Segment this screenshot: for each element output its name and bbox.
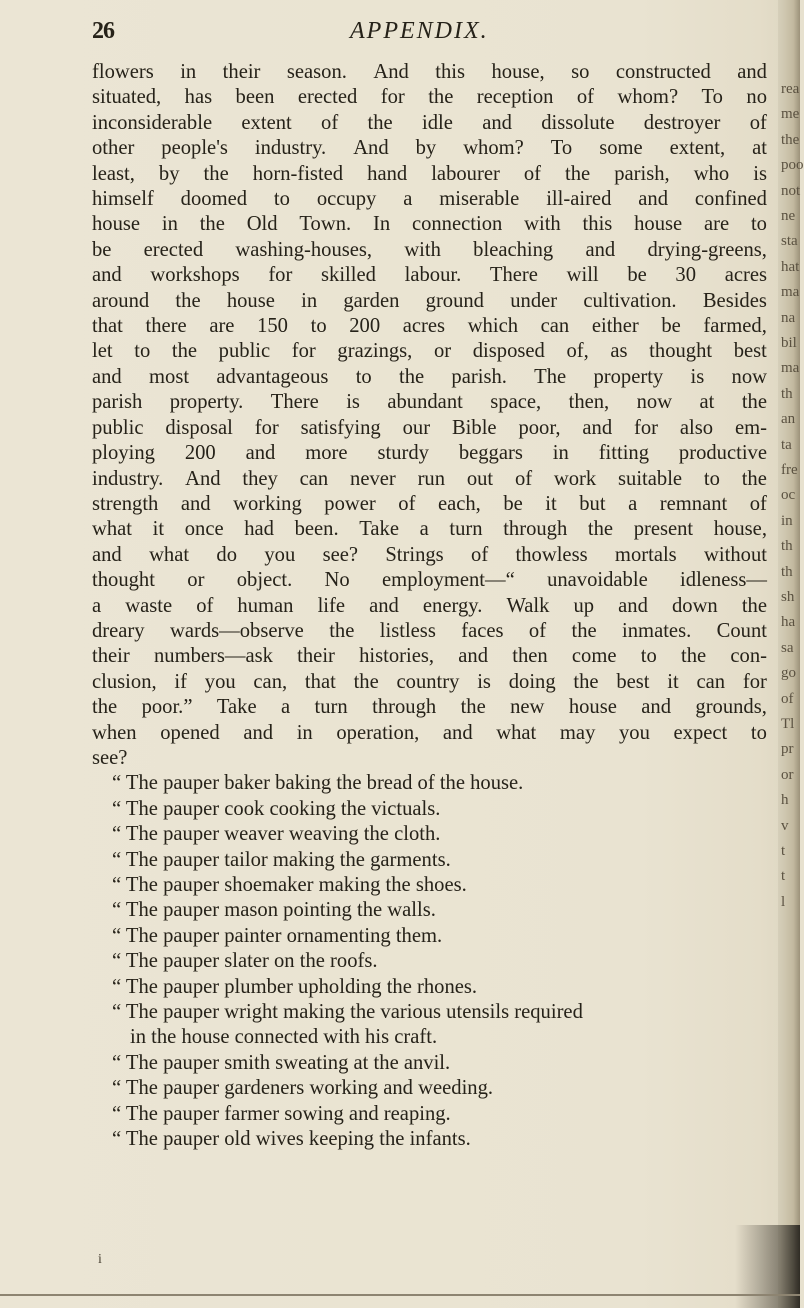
body-text [92,60,767,1152]
facing-page-fragment: l [781,893,786,910]
facing-page-fragment: sh [781,589,795,605]
list-item: “ The pauper plumber upholding the rhones. [112,975,478,998]
list-item: “ The pauper tailor making the garments. [112,848,451,871]
text-line: public disposal for satisfying our Bible poor, and for also em- [92,416,767,439]
facing-page-fragment: an [781,411,796,428]
list-item: “ The pauper mason pointing the walls. [112,899,436,922]
facing-page-fragment: me [781,106,800,123]
list-item: “ The pauper old wives keeping the infants. [112,1128,471,1151]
list-item: “ The pauper smith sweating at the anvil. [112,1051,451,1074]
text-line: their numbers—ask their histories, and then come to the con- [92,645,767,668]
pauper-list [92,771,767,1152]
text-line: parish property. There is abundant space, then, now at the [92,391,767,414]
facing-page-fragment: rea [781,81,800,97]
page-number: 26 [92,18,114,44]
facing-page-fragment: sa [781,639,794,656]
list-item: “ The pauper weaver weaving the cloth. [112,823,441,846]
facing-page-margin [778,0,804,1308]
text-line: himself doomed to occupy a miserable ill-aired and confined [92,188,767,211]
text-line: situated, has been erected for the reception of whom? To no [92,86,767,109]
text-line: that there are 150 to 200 acres which can either be farmed, [92,315,767,338]
text-line: when opened and in operation, and what may you expect to [92,721,767,744]
facing-page-fragment: th [781,563,793,580]
page-bottom-edge [0,1294,800,1296]
list-item: in the house connected with his craft. [130,1026,438,1049]
facing-page-fragment: hat [781,258,800,275]
facing-page-fragment: go [781,665,796,682]
text-line: and workshops for skilled labour. There will be 30 acres [92,264,767,287]
facing-page-fragment: v [781,817,789,834]
running-head: APPENDIX. [350,18,489,44]
text-line: thought or object. No employment—“ unavoidable idleness— [92,569,767,592]
page-header [92,18,772,50]
list-item: “ The pauper baker baking the bread of the house. [112,772,524,795]
facing-page-fragment: sta [781,233,798,250]
text-line: be erected washing-houses, with bleaching and drying-greens, [92,238,767,261]
facing-page-fragment: pr [781,741,794,758]
list-item: “ The pauper gardeners working and weeding. [112,1077,494,1100]
text-line: industry. And they can never run out of work suitable to the [92,467,767,490]
text-line: the poor.” Take a turn through the new house and grounds, [92,696,767,719]
text-line: see? [92,746,128,769]
facing-page-fragment: ha [781,614,796,631]
facing-page-fragment: t [781,868,786,885]
list-item: “ The pauper shoemaker making the shoes. [112,874,467,896]
text-line: let to the public for grazings, or disposed of, as thought best [92,340,767,363]
facing-page-fragment: oc [781,487,796,504]
facing-page-fragment: the [781,131,800,148]
facing-page-fragment: ne [781,208,796,224]
text-line: flowers in their season. And this house, so constructed and [92,61,767,83]
text-line: inconsiderable extent of the idle and dissolute destroyer of [92,111,767,134]
facing-page-fragment: h [781,792,789,809]
text-line: ploying 200 and more sturdy beggars in fitting productive [92,442,767,465]
paragraph [92,60,767,771]
text-line: what it once had been. Take a turn through the present house, [92,518,767,541]
facing-page-fragment: na [781,309,796,326]
text-line: clusion, if you can, that the country is doing the best it can for [92,670,767,693]
facing-page-fragment: th [781,538,793,555]
list-item: “ The pauper slater on the roofs. [112,950,378,973]
facing-page-fragment: bil [781,335,797,351]
text-line: other people's industry. And by whom? To some extent, at [92,137,767,160]
facing-page-fragment: or [781,766,794,783]
text-line: and most advantageous to the parish. The property is now [92,365,767,388]
text-line: house in the Old Town. In connection with this house are to [92,213,767,236]
signature-mark: i [98,1252,102,1267]
text-line: a waste of human life and energy. Walk up and down the [92,594,767,617]
facing-page-fragment: not [781,182,801,199]
facing-page-fragment: in [781,512,793,529]
facing-page-fragment: th [781,385,793,402]
text-line: and what do you see? Strings of thowless mortals without [92,543,767,566]
facing-page-fragment: t [781,843,786,859]
facing-page-fragment: ma [781,360,800,377]
list-item: “ The pauper cook cooking the victuals. [112,797,441,820]
facing-page-fragment: of [781,690,794,707]
facing-page-fragment: Tl [781,716,795,732]
list-item: “ The pauper farmer sowing and reaping. [112,1102,451,1125]
facing-page-fragment: ta [781,436,792,453]
text-line: around the house in garden ground under cultivation. Besides [92,289,767,312]
facing-page-fragment: ma [781,284,800,301]
list-item: “ The pauper wright making the various utensils required [112,1001,583,1024]
text-line: dreary wards—observe the listless faces of the inmates. Count [92,619,767,642]
text-line: strength and working power of each, be it but a remnant of [92,492,767,515]
list-item: “ The pauper painter ornamenting them. [112,924,443,947]
facing-page-fragment: poo [781,157,804,174]
facing-page-fragment: fre [781,462,798,478]
text-line: least, by the horn-fisted hand labourer of the parish, who is [92,162,767,185]
